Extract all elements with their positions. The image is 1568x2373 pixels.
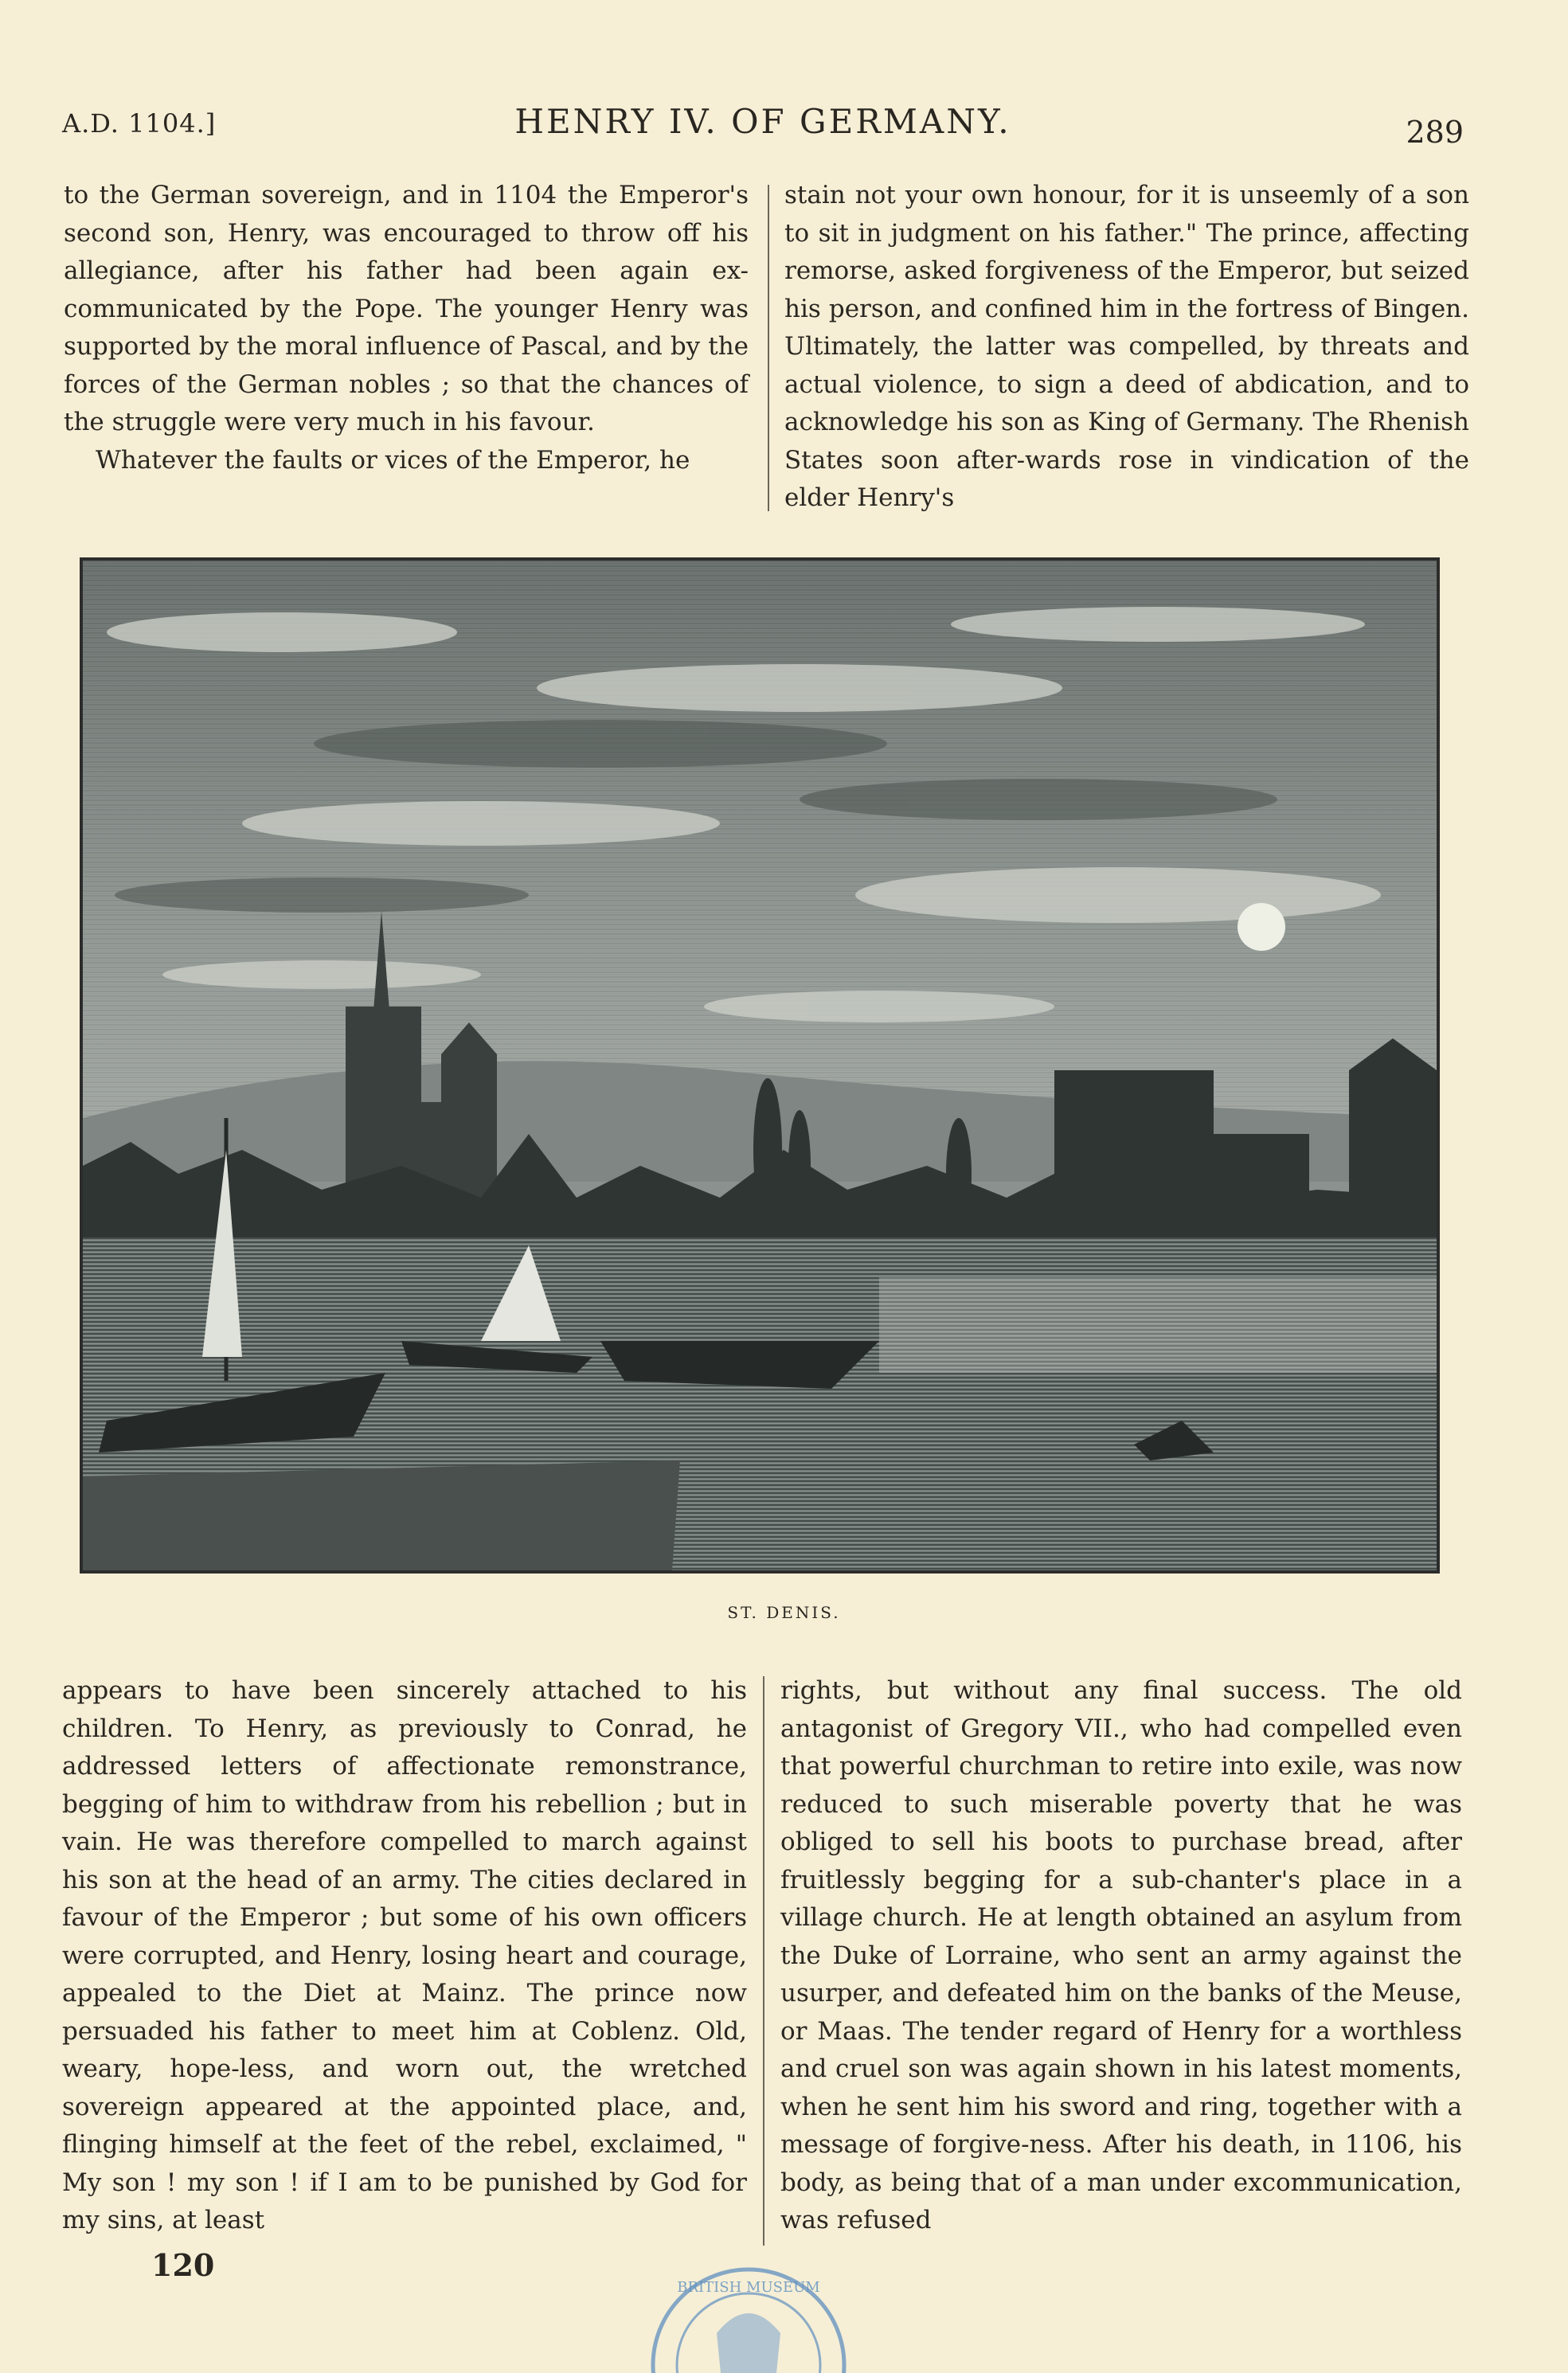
paragraph: rights, but without any final success. The old antagonist of Gregory VII., who had compelled even that powerful churchman to retire into exile, was now reduced to such miserable poverty that he was obliged to sell his boots to purchase bread, after fruitlessly begging for a sub-chanter's place in a village church. He at length obtained an asylum from the Duke of Lorraine, who sent an army against the usurper, and defeated him on the banks of the Meuse, or Maas. The tender regard of Henry for a worthless and cruel son was again shown in his latest moments, when he sent him his sword and ring, together with a message of forgive-ness. After his death, in 1106, his body, as being that of a man under excommunication, was refused [780, 1676, 1462, 2234]
top-right-column [784, 177, 1469, 518]
header-title: HENRY IV. OF GERMANY. [514, 102, 1011, 141]
paragraph: to the German sovereign, and in 1104 the Emperor's second son, Henry, was encouraged to throw off his allegiance, after his father had been again ex-communicated by the Pope. The younger Henry was supported by the moral influence of Pascal, and by the forces of the German nobles ; so that the chances of the struggle were very much in his favour. [64, 181, 749, 436]
foreground-bank [83, 1460, 680, 1570]
engraving-image [83, 561, 1437, 1570]
running-header [62, 102, 1464, 150]
header-date: A.D. 1104.] [62, 108, 217, 139]
top-left-column [64, 177, 749, 479]
column-rule [763, 1676, 764, 2246]
moon [1238, 903, 1285, 951]
crest-icon [717, 2313, 780, 2373]
paragraph: Whatever the faults or vices of the Emperor, he [96, 445, 690, 475]
paragraph: appears to have been sincerely attached to his children. To Henry, as previously to Conrad, he addressed letters of affectionate remonstrance, begging of him to withdraw from his rebellion ; but in vain. He was therefore compelled to march against his son at the head of an army. The cities declared in favour of the Emperor ; but some of his own officers were corrupted, and Henry, losing heart and courage, appealed to the Diet at Mainz. The prince now persuaded his father to meet him at Coblenz. Old, weary, hope-less, and worn out, the wretched sovereign appeared at the appointed place, and, flinging himself at the feet of the rebel, exclaimed, " My son ! my son ! if I am to be punished by God for my sins, at least [62, 1676, 747, 2234]
stamp-text: BRITISH MUSEUM [677, 2279, 820, 2296]
signature-mark: 120 [151, 2247, 215, 2283]
bottom-left-column [62, 1672, 747, 2240]
page-number: 289 [1406, 115, 1464, 150]
museum-stamp [629, 2262, 868, 2373]
figure-caption: ST. DENIS. [727, 1603, 841, 1622]
bottom-right-column [780, 1672, 1462, 2240]
engraving-st-denis [80, 557, 1440, 1574]
paragraph: stain not your own honour, for it is unseemly of a son to sit in judgment on his father." The prince, affecting remorse, asked forgiveness of the Emperor, but seized his person, and confined him in the fortress of Bingen. Ultimately, the latter was compelled, by threats and actual violence, to sign a deed of abdication, and to acknowledge his son as King of Germany. The Rhenish States soon after-wards rose in vindication of the elder Henry's [784, 181, 1469, 512]
column-rule [768, 185, 769, 511]
